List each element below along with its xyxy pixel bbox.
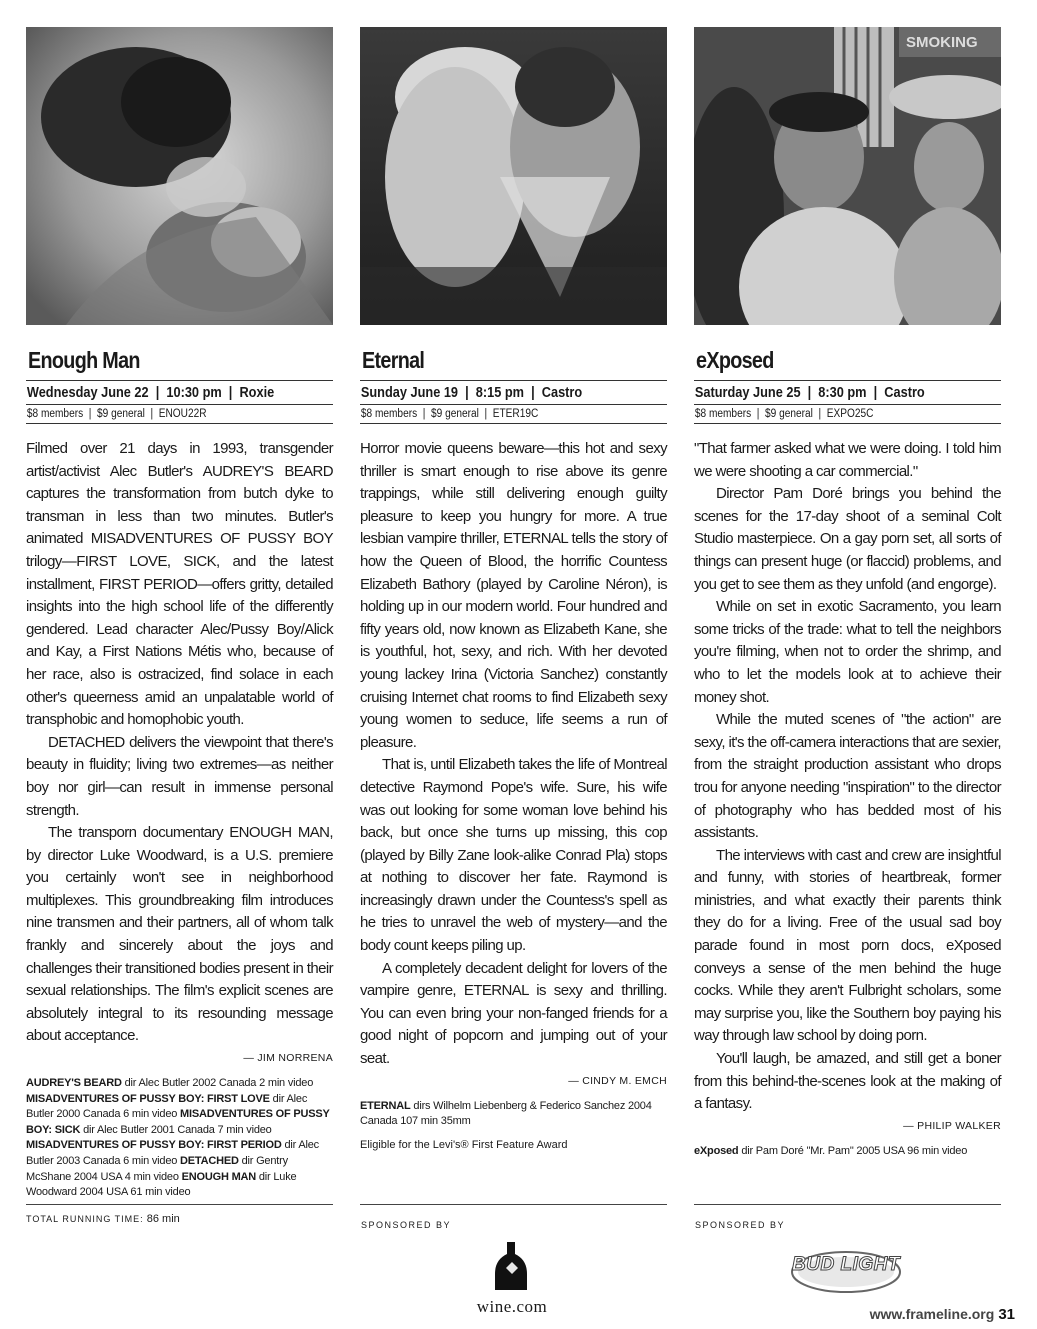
showtime: Saturday June 25 | 8:30 pm | Castro bbox=[694, 385, 925, 401]
photo-sign-text: SMOKING bbox=[906, 34, 978, 51]
website-url: www.frameline.org bbox=[869, 1306, 995, 1322]
credit-name: MISADVENTURES OF PUSSY BOY: FIRST LOVE bbox=[26, 1092, 270, 1105]
review-byline: — PHILIP WALKER bbox=[903, 1119, 1001, 1132]
film-still-photo bbox=[360, 27, 667, 325]
price-members: $8 members bbox=[360, 408, 418, 420]
total-running-time bbox=[26, 1213, 333, 1225]
price-members: $8 members bbox=[694, 408, 752, 420]
sponsored-by-label: SPONSORED BY bbox=[361, 1220, 452, 1230]
paragraph: "That farmer asked what we were doing. I told him we were shooting a car commercial." bbox=[694, 440, 1001, 480]
show-day: Saturday June 25 bbox=[694, 385, 801, 401]
price-general: $9 general bbox=[431, 408, 479, 420]
credit-name: MISADVENTURES OF PUSSY BOY: FIRST PERIOD bbox=[26, 1139, 282, 1152]
credit-name: ETERNAL bbox=[360, 1099, 411, 1112]
credit-name: MISADVENTURES OF PUSSY BOY: SICK bbox=[26, 1108, 330, 1136]
paragraph: That is, until Elizabeth takes the life of Montreal detective Raymond Pope's wife. Sure, his wife was out looking for some woman love behind his back, but once she turns up missing, this cop (played by Billy Zane look-alike Conrad Pla) stops at nothing to discover her fate. Raymond is increasingly drawn under the Countess's spell as he tries to unravel the web of mystery—and the body count keeps piling up. bbox=[360, 756, 667, 955]
show-venue: Castro bbox=[884, 385, 925, 401]
credit-info: dir Alec Butler 2002 Canada 2 min video bbox=[124, 1077, 314, 1090]
divider bbox=[26, 1204, 333, 1205]
ticket-code: EXPO25C bbox=[826, 408, 874, 420]
credit-info: dir Pam Doré "Mr. Pam" 2005 USA 96 min video bbox=[741, 1144, 968, 1157]
credit-name: ENOUGH MAN bbox=[181, 1170, 257, 1183]
price-general: $9 general bbox=[765, 408, 813, 420]
credit-name: DETACHED bbox=[180, 1155, 239, 1167]
price-members: $8 members bbox=[26, 408, 84, 420]
credit-info: dir Alec Butler 2001 Canada 7 min video bbox=[83, 1123, 272, 1136]
price-general: $9 general bbox=[97, 408, 145, 420]
ticket-prices: $8 members | $9 general | ETER19C bbox=[360, 408, 539, 420]
divider bbox=[360, 1204, 667, 1205]
ticket-prices: $8 members | $9 general | EXPO25C bbox=[694, 408, 874, 420]
film-description bbox=[360, 438, 667, 1071]
showtime: Wednesday June 22 | 10:30 pm | Roxie bbox=[26, 385, 275, 401]
show-time: 10:30 pm bbox=[166, 385, 222, 401]
page-number: 31 bbox=[998, 1306, 1015, 1323]
running-time-value: 86 min bbox=[146, 1212, 180, 1225]
award-eligibility: Eligible for the Levi's® First Feature Award bbox=[360, 1138, 568, 1151]
show-venue: Roxie bbox=[239, 385, 275, 401]
credit-name: AUDREY'S BEARD bbox=[26, 1077, 122, 1090]
film-still-photo bbox=[694, 27, 1001, 325]
review-byline: — JIM NORRENA bbox=[243, 1052, 333, 1065]
paragraph: Filmed over 21 days in 1993, transgender artist/activist Alec Butler's AUDREY'S BEARD captures the transformation from butch dyke to transman in less than two minutes. Butler's animated MISADVENTURES OF PUSSY BOY trilogy—FIRST LOVE, SICK, and the latest installment, FIRST PERIOD—offers gritty, detailed insights into the high school life of the differently gendered. Lead character Alec/Pussy Boy/Alick and Kay, a First Nations Métis who, because of her race, also is ostracized, find solace in each other's queerness amid an unpalatable world of transphobic and homophobic youth. bbox=[26, 440, 333, 729]
film-title: Enough Man bbox=[28, 347, 140, 373]
paragraph: The interviews with cast and crew are insightful and funny, with stories of heartbreak, former ministries, and what exactly their parents think they do for a living. Free of the usual sad boy parade found in most porn docs, eXposed conveys a sense of the men behind the huge cocks. While they aren't Fulbright scholars, some may surprise you, like the Southern boy paying his way through law school by doing porn. bbox=[694, 846, 1001, 1045]
film-credits bbox=[360, 1099, 667, 1130]
paragraph: While on set in exotic Sacramento, you learn some tricks of the trade: what to tell the neighbors you're filming, when not to order the shrimp, and who to let the models look at to achieve their money shot. bbox=[694, 598, 1001, 706]
show-venue: Castro bbox=[541, 385, 583, 401]
show-day: Sunday June 19 bbox=[360, 385, 459, 401]
film-column-enough-man bbox=[26, 27, 333, 1225]
sponsor-name: wine.com bbox=[476, 1297, 548, 1316]
film-column-eternal bbox=[360, 27, 667, 1151]
show-time: 8:30 pm bbox=[818, 385, 867, 401]
paragraph: You'll laugh, be amazed, and still get a boner from this behind-the-scenes look at the making of a fantasy. bbox=[694, 1050, 1001, 1113]
divider bbox=[694, 1204, 1001, 1205]
film-title: Eternal bbox=[362, 347, 425, 373]
bud-light-logo bbox=[790, 1250, 902, 1295]
credit-info: dir Luke Woodward 2004 USA 61 min video bbox=[26, 1170, 297, 1199]
show-time: 8:15 pm bbox=[475, 385, 525, 401]
film-still-image bbox=[694, 27, 1001, 325]
paragraph: Horror movie queens beware—this hot and sexy thriller is smart enough to rise above its genre trappings, while still delivering enough guilty pleasure to keep you hungry for more. A true lesbian vampire thriller, ETERNAL tells the story of how the Queen of Blood, the horrific Countess Elizabeth Bathory (played by Caroline Néron), is holding up in our modern world. Four hundred and fifty years old, now known as Elizabeth Kane, she is youthful, hot, sexy, and rich. With her devoted young lackey Irina (Victoria Sanchez) constantly cruising Internet chat rooms to find Elizabeth sexy young women to seduce, life seems a run of pleasure. bbox=[360, 440, 667, 751]
sponsor-name: BUD LIGHT bbox=[792, 1254, 900, 1275]
show-day: Wednesday June 22 bbox=[26, 385, 149, 401]
film-description bbox=[694, 438, 1001, 1116]
paragraph: The transporn documentary ENOUGH MAN, by director Luke Woodward, is a U.S. premiere you certainly won't see in neighborhood multiplexes. This groundbreaking film introduces nine transmen and their partners, all of whom talk frankly and sincerely about the joys and challenges their transitioned bodies present in their sexual relationships. The film's explicit scenes are absolutely integral to its resounding message about acceptance. bbox=[26, 824, 333, 1045]
film-still-photo bbox=[26, 27, 333, 325]
credit-info: dir Alec Butler 2003 Canada 6 min video bbox=[26, 1139, 319, 1167]
film-title: eXposed bbox=[696, 347, 774, 373]
film-still-image bbox=[26, 27, 333, 325]
credit-info: dir Gentry McShane 2004 USA 4 min video bbox=[26, 1155, 288, 1183]
page-footer bbox=[870, 1306, 1015, 1323]
paragraph: DETACHED delivers the viewpoint that there's beauty in fluidity; living two extremes—as neither boy nor girl—can result in immense personal strength. bbox=[26, 733, 333, 819]
wine-bottle-icon bbox=[492, 1240, 532, 1292]
review-byline: — CINDY M. EMCH bbox=[568, 1074, 667, 1087]
credit-name: eXposed bbox=[694, 1144, 739, 1157]
showtime: Sunday June 19 | 8:15 pm | Castro bbox=[360, 385, 583, 401]
ticket-code: ETER19C bbox=[492, 408, 539, 420]
ticket-code: ENOU22R bbox=[158, 408, 207, 420]
sponsored-by-label: SPONSORED BY bbox=[695, 1220, 786, 1230]
paragraph: Director Pam Doré brings you behind the scenes for the 17-day shoot of a seminal Colt Studio masterpiece. On a gay porn set, all sorts of things can present huge (or flaccid) problems, and you get to see them as they unfold (and engorge). bbox=[694, 485, 1001, 593]
film-description bbox=[26, 438, 333, 1048]
credit-info: dir Alec Butler 2000 Canada 6 min video bbox=[26, 1092, 308, 1121]
film-credits bbox=[26, 1076, 333, 1201]
film-credits bbox=[694, 1144, 1001, 1160]
credit-info: dirs Wilhelm Liebenberg & Federico Sanchez 2004 Canada 107 min 35mm bbox=[360, 1099, 652, 1128]
paragraph: While the muted scenes of "the action" are sexy, it's the off-camera interactions that are sexier, from the straight production assistant who drops trou for anyone needing "inspiration" to the director of photography who has bedded most of his assistants. bbox=[694, 711, 1001, 842]
wine-com-logo bbox=[462, 1240, 562, 1317]
paragraph: A completely decadent delight for lovers of the vampire genre, ETERNAL is sexy and thrilling. You can even bring your non-fanged friends for a good night of popcorn and jumping out of your seat. bbox=[360, 959, 667, 1068]
ticket-prices: $8 members | $9 general | ENOU22R bbox=[26, 408, 207, 420]
film-column-exposed bbox=[694, 27, 1001, 1159]
running-time-label: TOTAL RUNNING TIME: bbox=[26, 1213, 144, 1224]
film-still-image bbox=[360, 27, 667, 325]
